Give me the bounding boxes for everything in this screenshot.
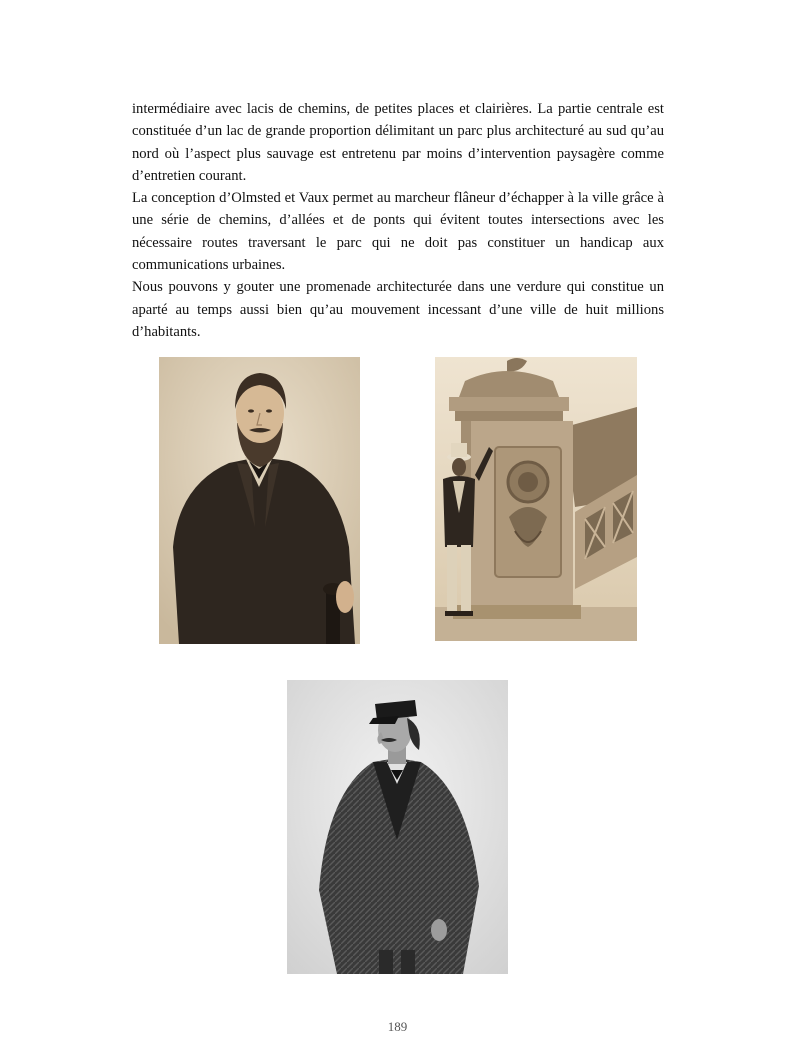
page-number: 189 (387, 1019, 408, 1034)
portrait-photo-olmsted (159, 357, 360, 644)
paragraph-3: Nous pouvons y gouter une promenade architecturée dans une verdure qui constitue un aparté au temps aussi bien qu’au mouvement incessant d’une ville de huit millions d’habitants. (132, 279, 664, 340)
portrait-photo-vaux (287, 680, 508, 974)
portrait-olmsted-image (159, 357, 360, 644)
photo-carved-pillar (435, 357, 637, 641)
paragraph-2: La conception d’Olmsted et Vaux permet au marcheur flâneur d’échapper à la ville grâce à une série de chemins, d’allées et de ponts qui évitent toutes intersections avec les nécessaire routes traversant le parc qui ne doit pas constituer un handicap aux communications urbaines. (132, 190, 664, 274)
portrait-vaux-image (287, 680, 508, 974)
body-text (132, 98, 664, 343)
paragraph-1: intermédiaire avec lacis de chemins, de petites places et clairières. La partie centrale est constituée d’un lac de grande proportion délimitant un parc plus architecturé au sud qu’au nord où l’aspect plus sauvage est entretenu par moins d’intervention paysagère comme d’entretien courant. (132, 101, 664, 184)
pillar-image (435, 357, 637, 641)
